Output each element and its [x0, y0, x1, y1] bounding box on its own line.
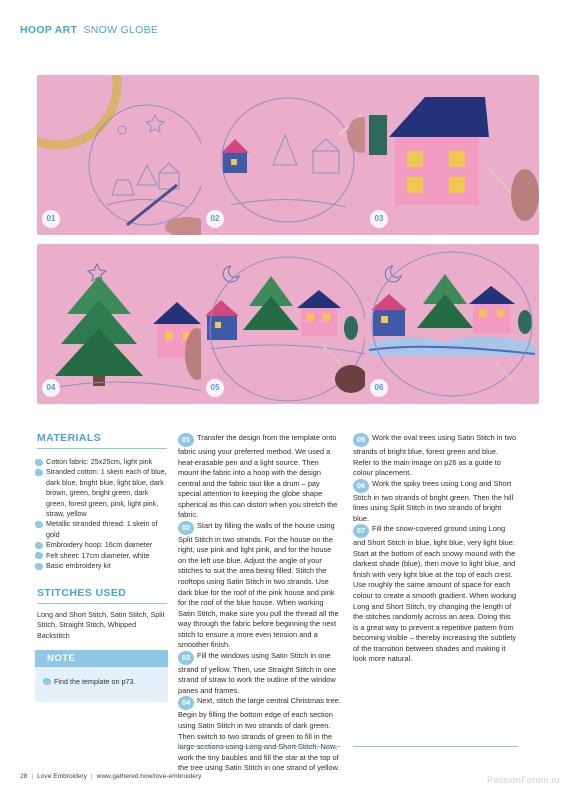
step-photo-06 [365, 244, 539, 404]
photo-02-illustration [201, 75, 375, 235]
instructions-column-1 [178, 433, 341, 774]
stitches-heading: STITCHES USED [37, 587, 127, 599]
watermark: PassionForum.ru [486, 775, 560, 785]
note-box [35, 650, 168, 702]
step-06: 06 Work the spiky trees using Long and Short Stitch in two strands of bright green. Then the hill lines using Split Stitch in two strands of bright blue. [353, 478, 514, 523]
step-photo-02 [201, 75, 375, 235]
photo-04-illustration [37, 244, 211, 404]
step-07: 07 Fill the snow-covered ground using Long and Short Stitch in blue, light blue, very light blue. Start at the bottom of each snowy mound with the darkest shade (blue), then move to light blue, and finish with very light blue at the top of each crest. Use roughly the same amount of space for each colour to create a smooth gradient. When working Long and Short Stitch, try changing the length of the stitches randomly across an area. Doing this is a great way to prevent a repetitive pattern from becoming visible – thereby increasing the subtlety of the transition between shades and making it look more natural. [353, 524, 517, 664]
photo-number: 02 [206, 210, 224, 228]
instructions-column-2 [353, 433, 518, 665]
photo-number: 06 [370, 379, 388, 397]
step-number-badge: 02 [178, 521, 194, 535]
materials-item: Felt sheet: 17cm diameter, white [35, 551, 167, 561]
step-number-badge: 04 [178, 696, 194, 710]
bullet-icon [35, 469, 43, 476]
stitches-rule [37, 603, 167, 604]
bullet-icon [35, 542, 43, 549]
bullet-icon [35, 563, 43, 570]
step-01: 01 Transfer the design from the template onto fabric using your preferred method. We used a heat-erasable pen and a light source. Then mount the fabric into a hoop with the design central and the fabric taut like a drum – pay special attention to keeping the globe shape spherical as this can distort when you stretch the fabric. [178, 433, 338, 520]
note-heading: NOTE [35, 650, 168, 667]
step-number-badge: 01 [178, 433, 194, 447]
materials-item: Embroidery hoop: 16cm diameter [35, 540, 167, 550]
step-04: 04 Next, stitch the large central Christmas tree. Begin by filling the bottom edge of each section using Satin Stitch in two strands of dark green. Then switch to two strands of green to fill in the work the tiny baubles and fill the star at the top of the tree using Satin Stitch in one strand of yellow. [178, 696, 341, 773]
photo-number: 01 [42, 210, 60, 228]
step-02: 02 Start by filling the walls of the house using Split Stitch in two strands. For the house on the right, use pink and light pink, and for the house on the left use blue. Adjust the angle of your stitches to suit the area being filled. Stitch the rooftops using Satin Stitch in two strands. Use dark blue for the roof of the pink house and pink for the roof of the blue house. When working Satin Stitch, make sure you pull the thread all the way through the fabric before beginning the next stitch to ensure a more even tension and a smoother finish. [178, 520, 339, 650]
topic-label: SNOW GLOBE [83, 24, 159, 36]
bullet-icon [35, 459, 43, 466]
materials-list [35, 457, 167, 571]
bullet-icon [35, 552, 43, 559]
step-number-badge: 03 [178, 651, 194, 665]
step-photo-05 [201, 244, 375, 404]
page-number: 28 [20, 773, 28, 780]
step-number-badge: 05 [353, 433, 369, 447]
step-photo-03 [365, 75, 539, 235]
photo-06-illustration [365, 244, 539, 404]
materials-item: Stranded cotton: 1 skein each of blue, dark blue, bright blue, light blue, dark brown, green, bright green, dark green, forest green, pink, light pink, straw, yellow [35, 467, 167, 519]
stitches-text: Long and Short Stitch, Satin Stitch, Split Stitch, Straight Stitch, Whipped Backstitch [37, 610, 165, 640]
bullet-icon [43, 678, 51, 685]
step-number-badge: 06 [353, 479, 369, 493]
section-label: HOOP ART [20, 24, 78, 36]
magazine-name: Love Embroidery [37, 773, 87, 780]
note-text: Find the template on p73. [43, 677, 136, 686]
step-05: 05 Work the oval trees using Satin Stitch in two strands of bright blue, forest green and blue. Refer to the main image on p26 as a guide to colour placement. [353, 433, 517, 478]
photo-01-illustration [37, 75, 211, 235]
footer-url[interactable]: www.gathered.how/love-embroidery [96, 773, 202, 780]
materials-rule [37, 448, 167, 449]
materials-heading: MATERIALS [37, 432, 102, 444]
materials-item: Basic embroidery kit [35, 561, 167, 571]
step-photo-04 [37, 244, 211, 404]
step-photo-01 [37, 75, 211, 235]
photo-number: 05 [206, 379, 224, 397]
materials-item: Cotton fabric: 25x25cm, light pink [35, 457, 167, 467]
column-bottom-rule [353, 746, 518, 747]
step-03: 03 Fill the windows using Satin Stitch in one strand of yellow. Then, use Straight Stitch in one strand of straw to work the outline of the window panes and frames. [178, 650, 337, 695]
photo-number: 03 [370, 210, 388, 228]
step-number-badge: 07 [353, 524, 369, 538]
photo-05-illustration [201, 244, 375, 404]
page-header [20, 24, 158, 36]
bullet-icon [35, 521, 43, 528]
column-bottom-rule [178, 746, 341, 747]
photo-number: 04 [42, 379, 60, 397]
page-footer: 28 | Love Embroidery | www.gathered.how/love-embroidery [20, 773, 202, 780]
materials-item: Metallic stranded thread: 1 skein of gold [35, 519, 167, 540]
photo-03-illustration [365, 75, 539, 235]
